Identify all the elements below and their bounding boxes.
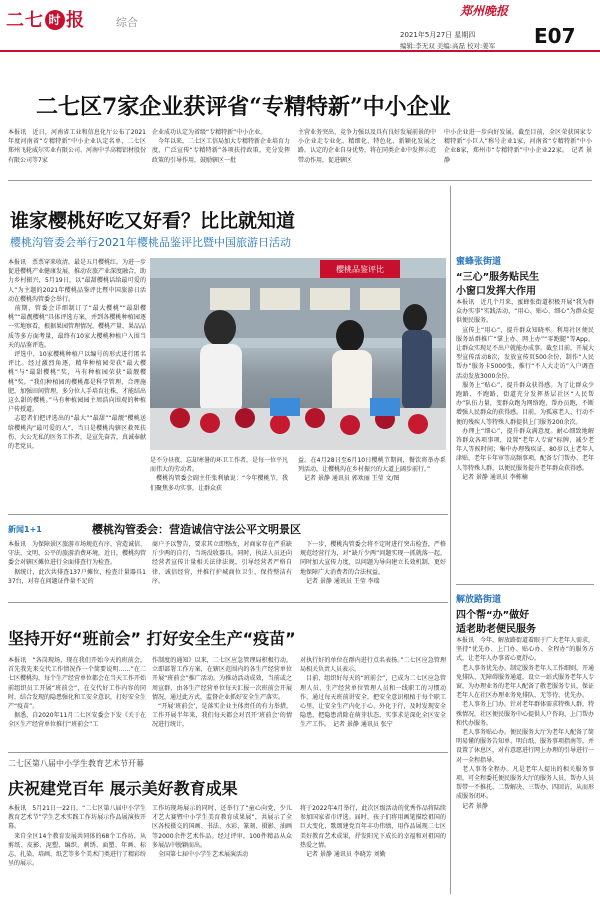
sidebar2-body: 本报讯 今年，解放路街道着眼于广大老年人需求，坚持“优先办、上门办、贴心办、全程办”的服务方式，让老年人办事省心更舒心。 老人事务优先办。制定服务老年人工作细则，开通免排队、无障碍服务通道，设立一站式服务老年人专窗，为办理业务的老年人配备了敬老服务专员，保证老年人在社区办理业务免排队、无等待、优先办。 老人事务上门办。针对老年群体需求特殊人群，特殊情况，社区便民服务中心提供人户咨询、上门帮办和代办服务。 老人事务贴心办。便民服务大厅为老年人配备了简明易懂的服务告知单、明白纸、服务事项指南等，并设置了休息区，对有意愿进行网上办理的引导进行一对一全程指导。 老人事务全程办。凡是老年人提出的相关服务事项，可全程委托便民服务大厅的服务人员，帮办人员帮带一不推托、二帮解决、三帮办、四回访，从而形成服务闭环。 记者 景静	[456, 637, 594, 810]
sidebar2-headline-1: 四个帮“办”做好	[456, 610, 530, 621]
sidebar1-headline-2: 小窗口发挥大作用	[456, 286, 536, 297]
safety-col-3: 对执行好的单位在群内进行点名表扬。”二七区应急管理局相关负责人员表示。 目前，组织好每天的“班前会”，已成为二七区应急管理人员、生产经营单位管理人员和一线职工的习惯动作，通过每天班前讲安全，把安全意识根植于每个职工心里，让安全生产内化于心、外化于行，及时发现安全隐患，把隐患消除在萌芽状态，实事求是深化全区安全生产工作。 记者 景静 通讯员 张宁	[300, 657, 446, 729]
cherry-col-3: 益。在4月28日至6月10日樱桃节期间，餐饮将举办系列活动，让樱桃沟在乡村振兴的大道上阔步前行。” 记者 景静 通讯员 郭欢丽 王莹 文/图	[298, 457, 446, 483]
divider	[8, 514, 448, 515]
paper-logo	[6, 6, 85, 32]
integrity-headline: 樱桃沟管委会：营造诚信守法公平文明景区	[92, 523, 301, 536]
lead-col-3: 主营业务突出、竞争力强以及具有良好发展前景的中小企业走专业化、精细化、特色化、新颖化发展之路。认定的企业自身优势，将在同类企业中发挥示范带动作用，促进辖区	[298, 129, 436, 164]
education-kicker: 二七区第八届中小学生教育艺术节开幕	[8, 759, 144, 768]
education-col-1: 本报讯 5月21日一22日，“二七区第八届中小学生教育艺术节”学生艺术实践工作坊展示作品展演按开幕。 来自全区14个教育发展共同体的68个工作坊，从剪纸、皮影、泥塑、编织、刺绣、面塑、年画、标志、扎染、培画、纸艺等多个美术门类进行了精彩纷呈的展示。	[8, 805, 146, 868]
sidebar2-headline-2: 适老助老便民服务	[456, 624, 536, 635]
divider	[8, 180, 592, 181]
news-tag-text: 新闻1+1	[8, 525, 42, 534]
integrity-col-3: 下一步，樱桃沟管委会将不定时进行突击检查，严格规范经营行为，对“缺斤少两”问题实现一抓就落一起，同时加大宣传力度，以问题为导向建立长效机制，更好地保障广大消费者的合法权益。 记者 景静 通讯员 王莹 李瑞	[300, 541, 446, 585]
photo-sign-text: 樱桃品鉴评比	[336, 265, 384, 274]
logo-text-2: 报	[66, 10, 85, 31]
education-col-2: 工作坊现场展示的同时，还举行了“童心向党，少儿才艺大赛暨中小学生美育教育成果展”，共展示了全区各校摄交的国画、书法、水彩、篆刻、摄影、油画等2000余件艺术作品。经过评审，100件精品从众多展品中脱颖而出。 全国第七届中小学生艺术展演活动	[152, 805, 292, 859]
integrity-col-2: 商户予以警告，要求其立即整改，对商家存在严重缺斤少两的自行，当场没收器具。同时，执法人员还向经营者宣传计量相关法律法规，引导经营者严格自律、诚信经营，并推行护城商位卫生，保持整洁有序。	[152, 541, 292, 585]
lead-headline: 二七区7家企业获评省“专精特新”中小企业	[36, 94, 451, 120]
logo-text-1: 二七	[6, 10, 44, 31]
education-headline: 庆祝建党百年 展示美好教育成果	[8, 779, 238, 798]
sidebar1-body: 本报讯 近几个月来，蜜蜂张街道积极开展“我为群众办实事”实践活动，“用心、贴心、细心”为群众提供便民服务。 宣传上“用心”，提升群众知晓率。利用社区便民服务站群推广“掌上办、网上办”“零跑腿”等App，让群众实现足不出户就能办成事。截至目前，开展大型宣传活动8次，发放宣传页500余份，制作“人民帮办”服务卡5000张，推行“不人大走访”入户调查活动发放3000余份。 服务上“贴心”，提升群众获得感。为了让群众少跑路、不跑路，街道充分发挥基层社区“人民帮办”队伍力量，变群众跑为网络跑、帮办员跑，不断增强人民群众的获得感。目前，为孤寡老人、行动不便的残疾人等特殊人群提供上门服务200余次。 办理上“细心”，提升群众满意度。耐心细致地解答群众各项事项，设置“老年人专窗”标牌，减少老年人等候时间；集中办理残疾证、80岁以上老年人津贴、老年卡年审等高频事项，配备专门帮办、老年人等特殊人群，以便民服务提升老年群众获得感。 记者 景静 通讯员 李栋楠	[456, 299, 594, 481]
news-tag	[8, 524, 42, 535]
sidebar2-tag: 解放路街道	[456, 595, 502, 605]
section-label: 综合	[116, 16, 138, 29]
integrity-col-1: 本报讯 为保障景区旅游市场规范有序，营造诚信、守法、文明、公平的旅游消费环境，近日，樱桃沟管委会对辖区摊位进行全面排查行为检查。 据统计，此次共排查137户摊位，检查计量器具137台，对存在问题证件量不足的	[8, 541, 146, 585]
lead-col-1: 本报讯 近日，河南省工业和信息化厅公布了2021年度河南省“专精特新”中小企业认定名单，二七区郑州飞轮威尔实业有限公司、河南中孚高精铝材股份有限公司等7家	[8, 129, 146, 164]
safety-col-1: 本报讯 “各岗现场，现在我们开始今天的班前会，首先我先来交代工作情况作一个简要说明……”在二七区樱桃沟，每个生产经营单位都会在当天工作开始前组织员工开展“班前会”，在交代好工作内容的同时，结合发现的隐患强化和工安全意识，打好安全生产“疫苗”。 据悉，自2020年11月二七区安委会下发《关于在全区生产经营单位推行“班前会”工	[8, 657, 146, 729]
cherry-col-2: 是不分昼夜、忘却寒暑的环卫工作者，是每一位平凡而伟大的劳动者。 樱桃沟管委会副主任张利敏说：“今年樱桃节，我们聚焦多功实事，让群众获	[150, 457, 288, 492]
cherry-col-1: 本报讯 票票穿来收清，最是五月樱桃红。为进一步促进樱桃产业健康发展，推动农旅产业深度融合，助力乡村振兴，5月19日，以“最甜樱桃话给最可爱的人”为主题的2021年樱桃品鉴评比暨中国旅游日活动在樱桃沟管委会举行。 前期，管委会详细制订了“最大樱桃”“最甜樱桃”“最靓樱桃”具体评选方案，并到各樱桃种植园逐一实地察看，根据果园管理情况、樱桃产量、果品品质等多方面考量，最终有10家大樱桃种植户入围当天的品鉴评选。 评选中，10家樱桃种植户以编号的形式进行匿名评比。经过激烈角逐，精华种植园荣获“最大樱桃”与“最甜樱桃”奖，马有种植园荣获“最靓樱桃”奖。“我们种植园的樱桃都是科学管理、合理施肥，加强田间管理，多分位人手培育壮株，才能结出这么甜的樱桃。”马有种植园园主周浩向围观的种植户传授道。 志愿者们把评选出的“最大”“最甜”“最靓”樱桃送给樱桃沟“最可爱的人”，当日是樱桃沟辖区救死扶伤、大公无私的医务工作者，是宣先奋苦，真诚奉献的老党员，	[8, 259, 146, 451]
editors-line: 编辑:李无双 美编:高磊 校对:姜军	[400, 42, 496, 50]
cherry-headline: 谁家樱桃好吃又好看？比比就知道	[10, 210, 296, 232]
sidebar1-headline-1: “三心”服务贴民生	[456, 272, 540, 283]
divider	[8, 602, 448, 603]
safety-col-2: 作制度的通知》以来，二七区应急管理局积极行动，立即部署工作方案，在辖区范围内的各生产经营单位开展“班前会”推广活动。为推动活动成效，当前或之周宣群，由各生产经营单位每天汇报一次班前会开展情况，通过此方式，监督企业抓好安全生产落实。 “开展‘班前会’，是落实企业主体责任的有力举措，工作开展半年来，我们每天都会对召开‘班前会’的情况进行统计，	[152, 657, 292, 729]
cherry-photo-illustration	[150, 258, 446, 450]
lead-col-2: 企业成功认定为省级“专精特新”中小企业。 今年以来，二七区工信局加大专精特新企业培育力度，广泛宣传“专精特新”各项扶持政策，充分发挥政策的引导作用，鼓励辖区一批	[152, 129, 290, 164]
safety-headline: 坚持开好“班前会” 打好安全生产“疫苗”	[8, 629, 296, 648]
sidebar1-tag: 蜜蜂张街道	[456, 257, 502, 267]
page-number: E07	[534, 24, 576, 48]
logo-circle: 时	[45, 10, 65, 30]
sidebar-divider	[450, 186, 451, 894]
masthead	[0, 0, 600, 52]
cherry-photo	[150, 258, 446, 450]
paper-name: 郑州晚报	[460, 4, 509, 18]
lead-col-4: 中小企业进一步向好发展。截至目前，全区荣获国家专精特新“小巨人”称号企业1家，河南省“专精特新”中小企业8家，郑州市“专精特新”中小企业22家。 记者 景静	[444, 129, 592, 164]
education-col-3: 将于2022年4月举行，此次区级活动的优秀作品将陆续参加国家省市评选。届时，孩子们将用画笔描绘祖国的巨大变化，歌颂建党百年丰功伟绩，用作品展现二七区美好教育艺术成果，抒发阳光下成长的幸福和对祖国的热爱之情。 记者 景静 通讯员 李晓芳 刘勤	[300, 805, 446, 859]
divider	[8, 752, 448, 753]
cherry-subhead: 樱桃沟管委会举行2021年樱桃品鉴评比暨中国旅游日活动	[10, 236, 291, 249]
issue-date: 2021年5月27日 星期四	[400, 31, 476, 39]
divider	[456, 584, 594, 585]
masthead-rule	[0, 50, 600, 52]
